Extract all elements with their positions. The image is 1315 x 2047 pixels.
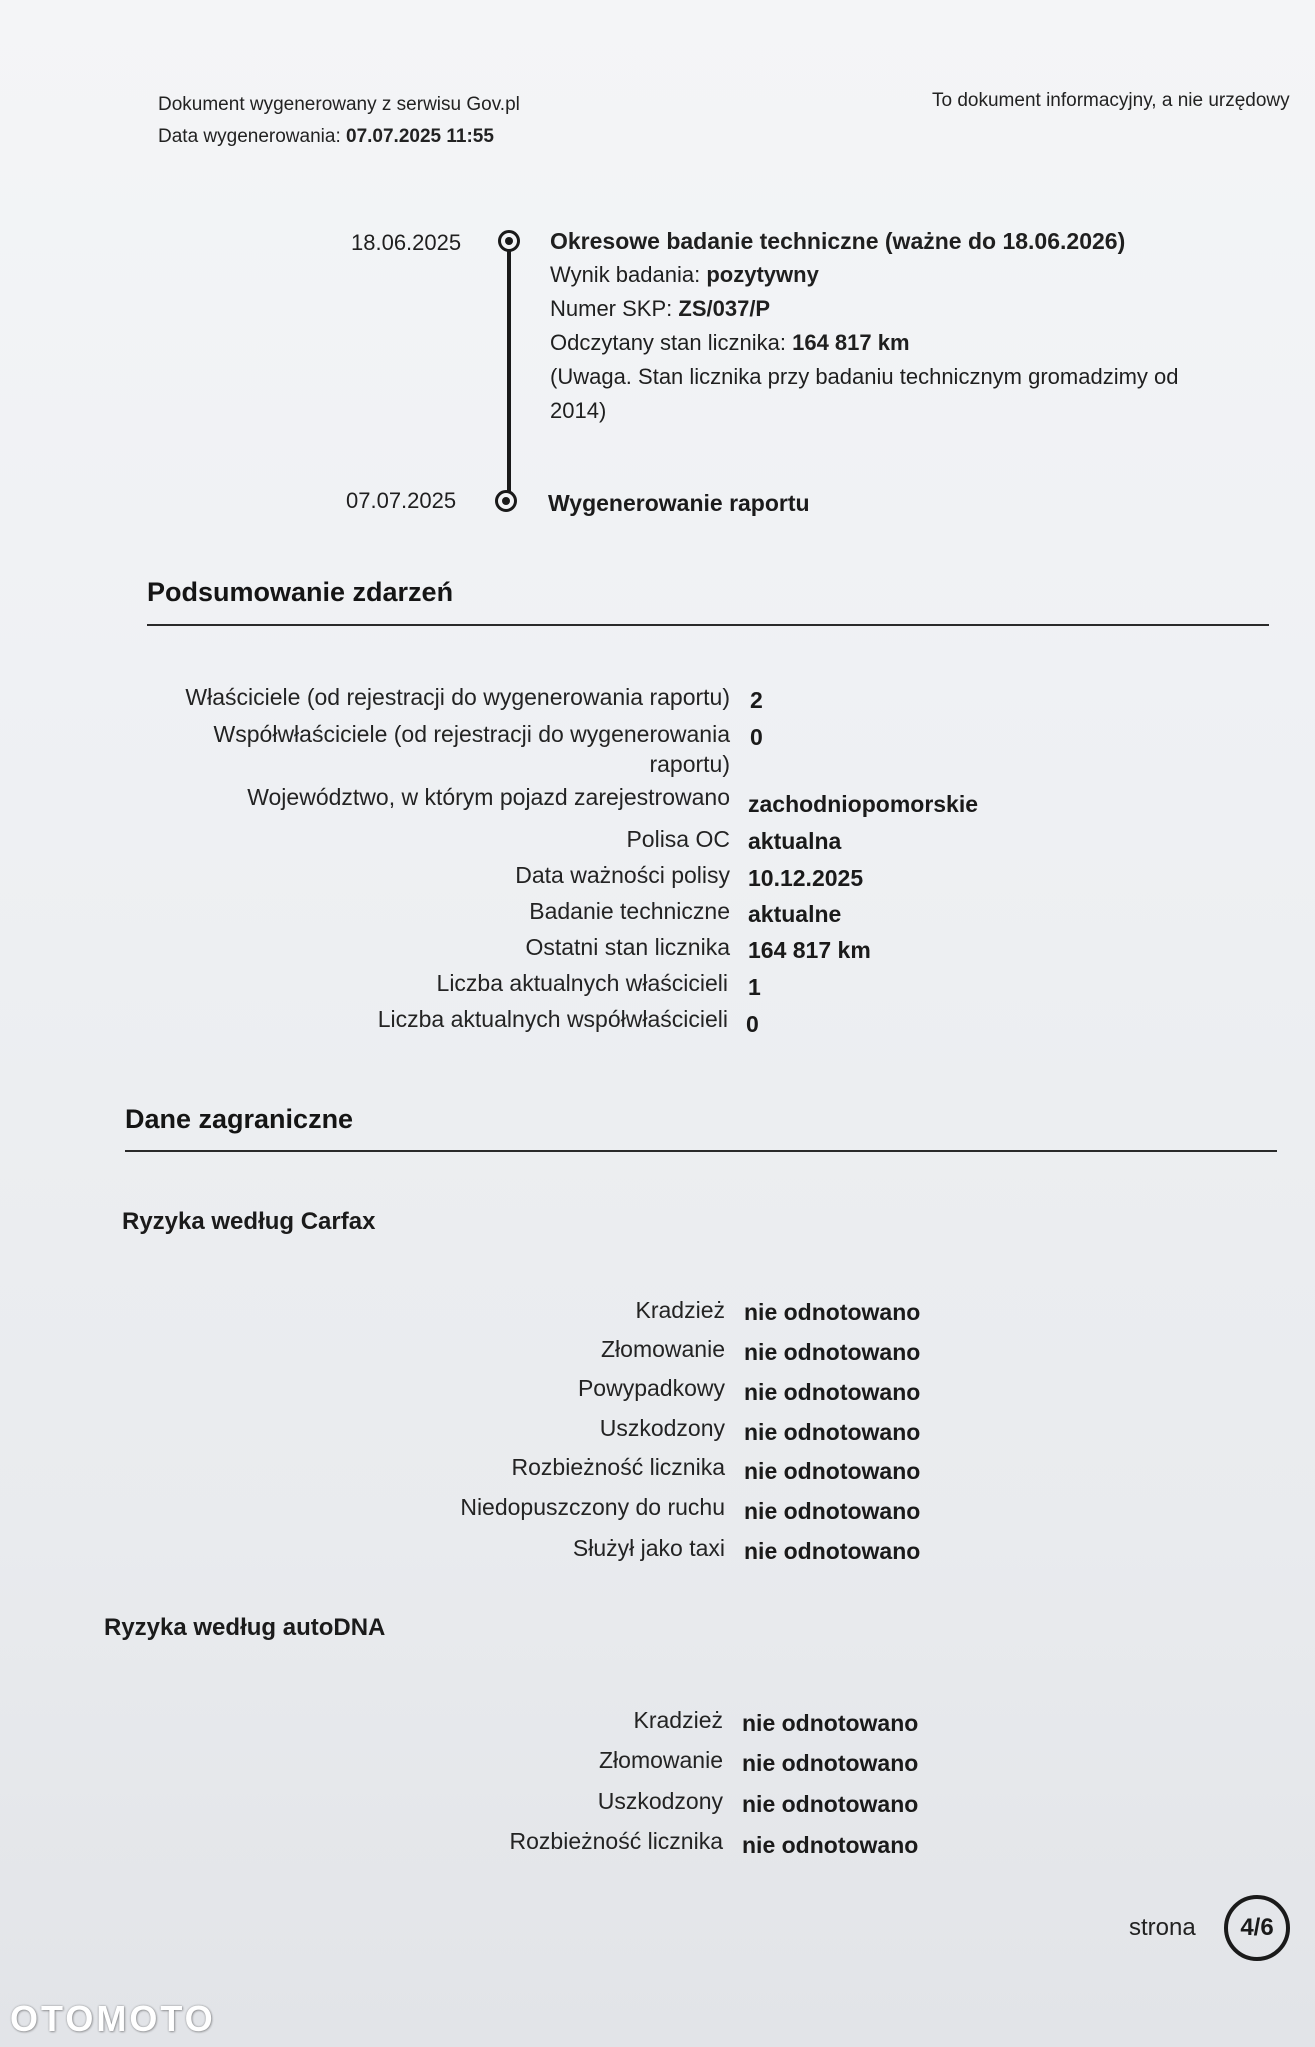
summary-value: 164 817 km (748, 937, 871, 963)
summary-label-cont: raportu) (649, 751, 730, 777)
carfax-label: Kradzież (635, 1297, 725, 1323)
source-text: Dokument wygenerowany z serwisu Gov.pl (158, 94, 520, 115)
timeline-date-2: 07.07.2025 (346, 488, 457, 513)
summary-label: Polisa OC (626, 826, 730, 852)
carfax-label: Uszkodzony (599, 1415, 725, 1441)
summary-label: Liczba aktualnych właścicieli (436, 970, 728, 996)
summary-divider (147, 624, 1269, 626)
autodna-value: nie odnotowano (742, 1710, 919, 1736)
otomoto-watermark: OTOMOTO (10, 1998, 216, 2039)
timeline-note-line2: 2014) (550, 398, 607, 423)
summary-label: Data ważności polisy (515, 862, 730, 888)
autodna-label: Rozbieżność licznika (509, 1828, 723, 1854)
foreign-divider (125, 1150, 1277, 1152)
autodna-value: nie odnotowano (742, 1750, 919, 1776)
timeline-note-line1: (Uwaga. Stan licznika przy badaniu technicznym gromadzimy od (550, 364, 1179, 389)
carfax-value: nie odnotowano (744, 1299, 921, 1325)
page-number-badge (1224, 1895, 1290, 1961)
carfax-value: nie odnotowano (744, 1498, 921, 1524)
carfax-value: nie odnotowano (744, 1458, 921, 1484)
timeline-result: Wynik badania: pozytywny (550, 262, 819, 287)
autodna-value: nie odnotowano (742, 1791, 919, 1817)
summary-label: Województwo, w którym pojazd zarejestrowano (247, 784, 730, 810)
timeline-dot-2 (495, 490, 517, 512)
summary-label: Współwłaściciele (od rejestracji do wygenerowania (213, 721, 730, 747)
timeline-line (507, 241, 511, 500)
summary-title: Podsumowanie zdarzeń (147, 577, 454, 607)
autodna-label: Kradzież (633, 1707, 723, 1733)
summary-value: zachodniopomorskie (748, 791, 979, 817)
timeline-entry-1 (550, 224, 1179, 428)
timeline-dot-1 (498, 230, 520, 252)
carfax-label: Służył jako taxi (572, 1535, 725, 1561)
summary-value: aktualna (748, 828, 842, 854)
foreign-title: Dane zagraniczne (125, 1104, 354, 1134)
summary-value: 0 (750, 724, 763, 750)
summary-label: Liczba aktualnych współwłaścicieli (377, 1006, 728, 1032)
summary-label: Badanie techniczne (529, 898, 730, 924)
autodna-label: Złomowanie (599, 1747, 723, 1773)
carfax-value: nie odnotowano (744, 1339, 921, 1365)
summary-label: Ostatni stan licznika (525, 934, 730, 960)
summary-value: 2 (750, 687, 763, 713)
autodna-title: Ryzyka według autoDNA (104, 1614, 386, 1641)
carfax-label: Niedopuszczony do ruchu (460, 1494, 725, 1520)
summary-value: 1 (748, 974, 761, 1000)
carfax-label: Powypadkowy (577, 1375, 725, 1401)
timeline-skp: Numer SKP: ZS/037/P (550, 296, 771, 321)
timeline-title-1: Okresowe badanie techniczne (ważne do 18.06.2026) (550, 228, 1126, 254)
timeline-date-1: 18.06.2025 (351, 230, 462, 255)
autodna-label: Uszkodzony (597, 1788, 723, 1814)
timeline-odometer: Odczytany stan licznika: 164 817 km (550, 330, 910, 355)
page-label: strona (1129, 1914, 1196, 1941)
carfax-value: nie odnotowano (744, 1379, 921, 1405)
timeline-title-2: Wygenerowanie raportu (548, 490, 810, 516)
carfax-title: Ryzyka według Carfax (122, 1208, 376, 1235)
summary-label: Właściciele (od rejestracji do wygenerowania raportu) (185, 684, 730, 710)
autodna-value: nie odnotowano (742, 1832, 919, 1858)
summary-value: 10.12.2025 (748, 865, 864, 891)
carfax-value: nie odnotowano (744, 1419, 921, 1445)
generated-date (158, 126, 494, 148)
generated-value: 07.07.2025 11:55 (346, 126, 494, 147)
summary-value: aktualne (748, 901, 842, 927)
generated-label: Data wygenerowania: (158, 126, 341, 147)
carfax-label: Złomowanie (601, 1336, 725, 1362)
carfax-value: nie odnotowano (744, 1538, 921, 1564)
page-number: 4/6 (1240, 1914, 1274, 1941)
carfax-label: Rozbieżność licznika (511, 1454, 725, 1480)
summary-value: 0 (746, 1011, 759, 1037)
disclaimer-text: To dokument informacyjny, a nie urzędowy (932, 90, 1290, 111)
